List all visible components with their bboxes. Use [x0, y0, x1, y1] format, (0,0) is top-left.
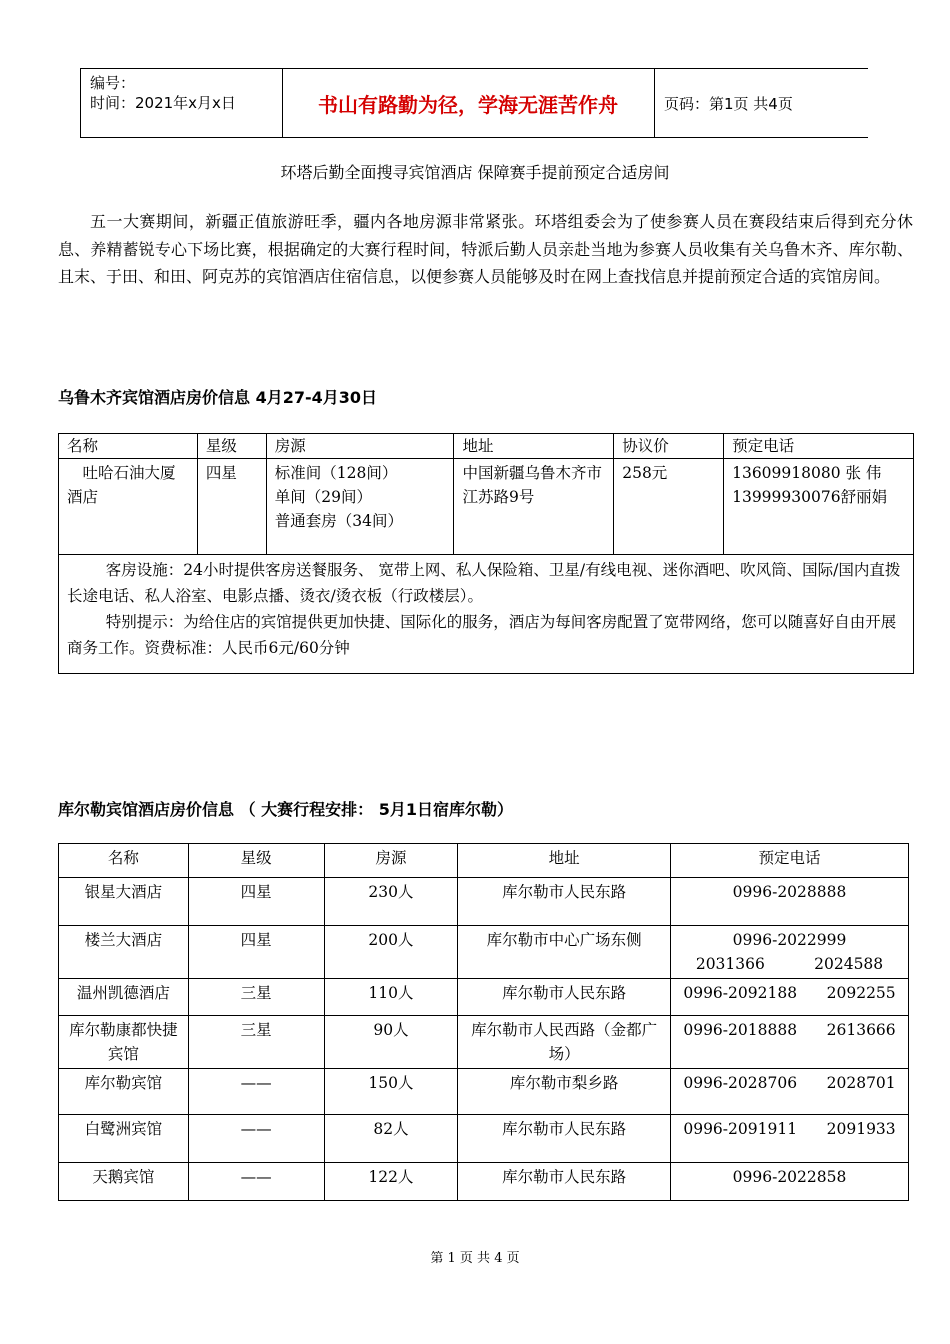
- hotel-name: 楼兰大酒店: [59, 926, 189, 979]
- header-meta: [90, 73, 236, 113]
- room-type: 单间（29间）: [274, 488, 372, 506]
- table-row: [59, 878, 909, 926]
- document-time: 时间：2021年x月x日: [90, 94, 236, 112]
- phone-number: 13999930076舒丽娟: [732, 488, 888, 506]
- hotel-phone: [671, 926, 909, 979]
- page-footer: 第 1 页 共 4 页: [430, 1251, 520, 1266]
- hotel-rooms: [266, 459, 454, 555]
- facilities-cell: [59, 555, 914, 674]
- header-divider: [654, 69, 655, 137]
- hotel-star: ——: [188, 1163, 324, 1201]
- room-type: 标准间（128间）: [274, 464, 398, 482]
- hotel-name: 温州凯德酒店: [59, 979, 189, 1016]
- facilities-text: 客房设施：24小时提供客房送餐服务、 宽带上网、私人保险箱、卫星/有线电视、迷你酒吧、吹风筒、国际/国内直拨长途电话、私人浴室、电影点播、烫衣/烫衣板（行政楼层）。: [67, 561, 901, 605]
- hotel-star: 三星: [188, 1016, 324, 1069]
- intro-paragraph: 五一大赛期间，新疆正值旅游旺季，疆内各地房源非常紧张。环塔组委会为了使参赛人员在赛段结束后得到充分休息、养精蓄锐专心下场比赛，根据确定的大赛行程时间，特派后勤人员亲赴当地为参赛人员收集有关乌鲁木齐、库尔勒、且末、于田、和田、阿克苏的宾馆酒店住宿信息，以便参赛人员能够及时在网上查找信息并提前预定合适的宾馆房间。: [58, 212, 913, 286]
- hotel-rooms: 150人: [324, 1069, 458, 1115]
- hotel-star: 四星: [188, 878, 324, 926]
- hotel-address: 库尔勒市人民东路: [458, 878, 671, 926]
- hotel-name: 白鹭洲宾馆: [59, 1115, 189, 1163]
- document-number: 编号：: [90, 74, 136, 92]
- column-header: 预定电话: [724, 434, 914, 459]
- hotel-address: 中国新疆乌鲁木齐市江苏路9号: [454, 459, 614, 555]
- hotel-rooms: 110人: [324, 979, 458, 1016]
- hotel-address: 库尔勒市中心广场东侧: [458, 926, 671, 979]
- table-row: [59, 1016, 909, 1069]
- header-divider: [80, 69, 81, 137]
- table-row: [59, 459, 914, 555]
- hotel-name: 库尔勒康都快捷宾馆: [59, 1016, 189, 1069]
- section-title-korla: 库尔勒宾馆酒店房价信息 （ 大赛行程安排： 5月1日宿库尔勒）: [58, 800, 513, 819]
- column-header: 地址: [454, 434, 614, 459]
- hotel-name: 天鹅宾馆: [59, 1163, 189, 1201]
- korla-hotel-table: [58, 843, 909, 1201]
- hotel-price: 258元: [614, 459, 724, 555]
- facilities-row: [59, 555, 914, 674]
- hotel-rooms: 230人: [324, 878, 458, 926]
- hotel-star: ——: [188, 1115, 324, 1163]
- table-row: [59, 1069, 909, 1115]
- hotel-address: 库尔勒市人民东路: [458, 1115, 671, 1163]
- hotel-name: 库尔勒宾馆: [59, 1069, 189, 1115]
- hotel-address: 库尔勒市梨乡路: [458, 1069, 671, 1115]
- table-row: [59, 979, 909, 1016]
- column-header: 名称: [59, 434, 198, 459]
- article-title: 环塔后勤全面搜寻宾馆酒店 保障赛手提前预定合适房间: [280, 163, 670, 182]
- hotel-address: 库尔勒市人民东路: [458, 979, 671, 1016]
- hotel-star: 四星: [197, 459, 266, 555]
- header-page-info: 页码：第1页 共4页: [664, 94, 793, 113]
- hotel-phone: 0996-2028888: [671, 878, 909, 926]
- hotel-phone: 0996-2022858: [671, 1163, 909, 1201]
- hotel-phone: 0996-2091911 2091933: [671, 1115, 909, 1163]
- hotel-rooms: 122人: [324, 1163, 458, 1201]
- hotel-phone: 0996-2018888 2613666: [671, 1016, 909, 1069]
- phone-number: 13609918080 张 伟: [732, 464, 882, 482]
- hotel-star: 三星: [188, 979, 324, 1016]
- urumqi-hotel-table: [58, 433, 914, 674]
- column-header: 协议价: [614, 434, 724, 459]
- table-row: [59, 1163, 909, 1201]
- column-header: 房源: [266, 434, 454, 459]
- page-header: [80, 68, 868, 138]
- hotel-phone: 0996-2028706 2028701: [671, 1069, 909, 1115]
- column-header: 房源: [324, 844, 458, 878]
- hotel-rooms: 200人: [324, 926, 458, 979]
- phone-number: 0996-2022999: [732, 931, 847, 949]
- room-type: 普通套房（34间）: [274, 512, 403, 530]
- column-header: 地址: [458, 844, 671, 878]
- hotel-name: 银星大酒店: [59, 878, 189, 926]
- table-row: [59, 926, 909, 979]
- notice-text: 特别提示：为给住店的宾馆提供更加快捷、国际化的服务，酒店为每间客房配置了宽带网络，您可以随喜好自由开展商务工作。资费标准：人民币6元/60分钟: [67, 613, 897, 657]
- column-header: 星级: [188, 844, 324, 878]
- section-title-urumqi: 乌鲁木齐宾馆酒店房价信息 4月27-4月30日: [58, 388, 378, 407]
- column-header: 预定电话: [671, 844, 909, 878]
- table-row: [59, 1115, 909, 1163]
- column-header: 名称: [59, 844, 189, 878]
- hotel-rooms: 82人: [324, 1115, 458, 1163]
- hotel-star: 四星: [188, 926, 324, 979]
- hotel-phones: [724, 459, 914, 555]
- hotel-address: 库尔勒市人民西路（金都广场）: [458, 1016, 671, 1069]
- hotel-rooms: 90人: [324, 1016, 458, 1069]
- phone-number: 2031366 2024588: [695, 955, 884, 973]
- hotel-star: ——: [188, 1069, 324, 1115]
- hotel-address: 库尔勒市人民东路: [458, 1163, 671, 1201]
- header-motto: 书山有路勤为径，学海无涯苦作舟: [318, 92, 618, 117]
- table-header-row: [59, 434, 914, 459]
- hotel-name: 吐哈石油大厦酒店: [59, 459, 198, 555]
- table-header-row: [59, 844, 909, 878]
- hotel-phone: 0996-2092188 2092255: [671, 979, 909, 1016]
- column-header: 星级: [197, 434, 266, 459]
